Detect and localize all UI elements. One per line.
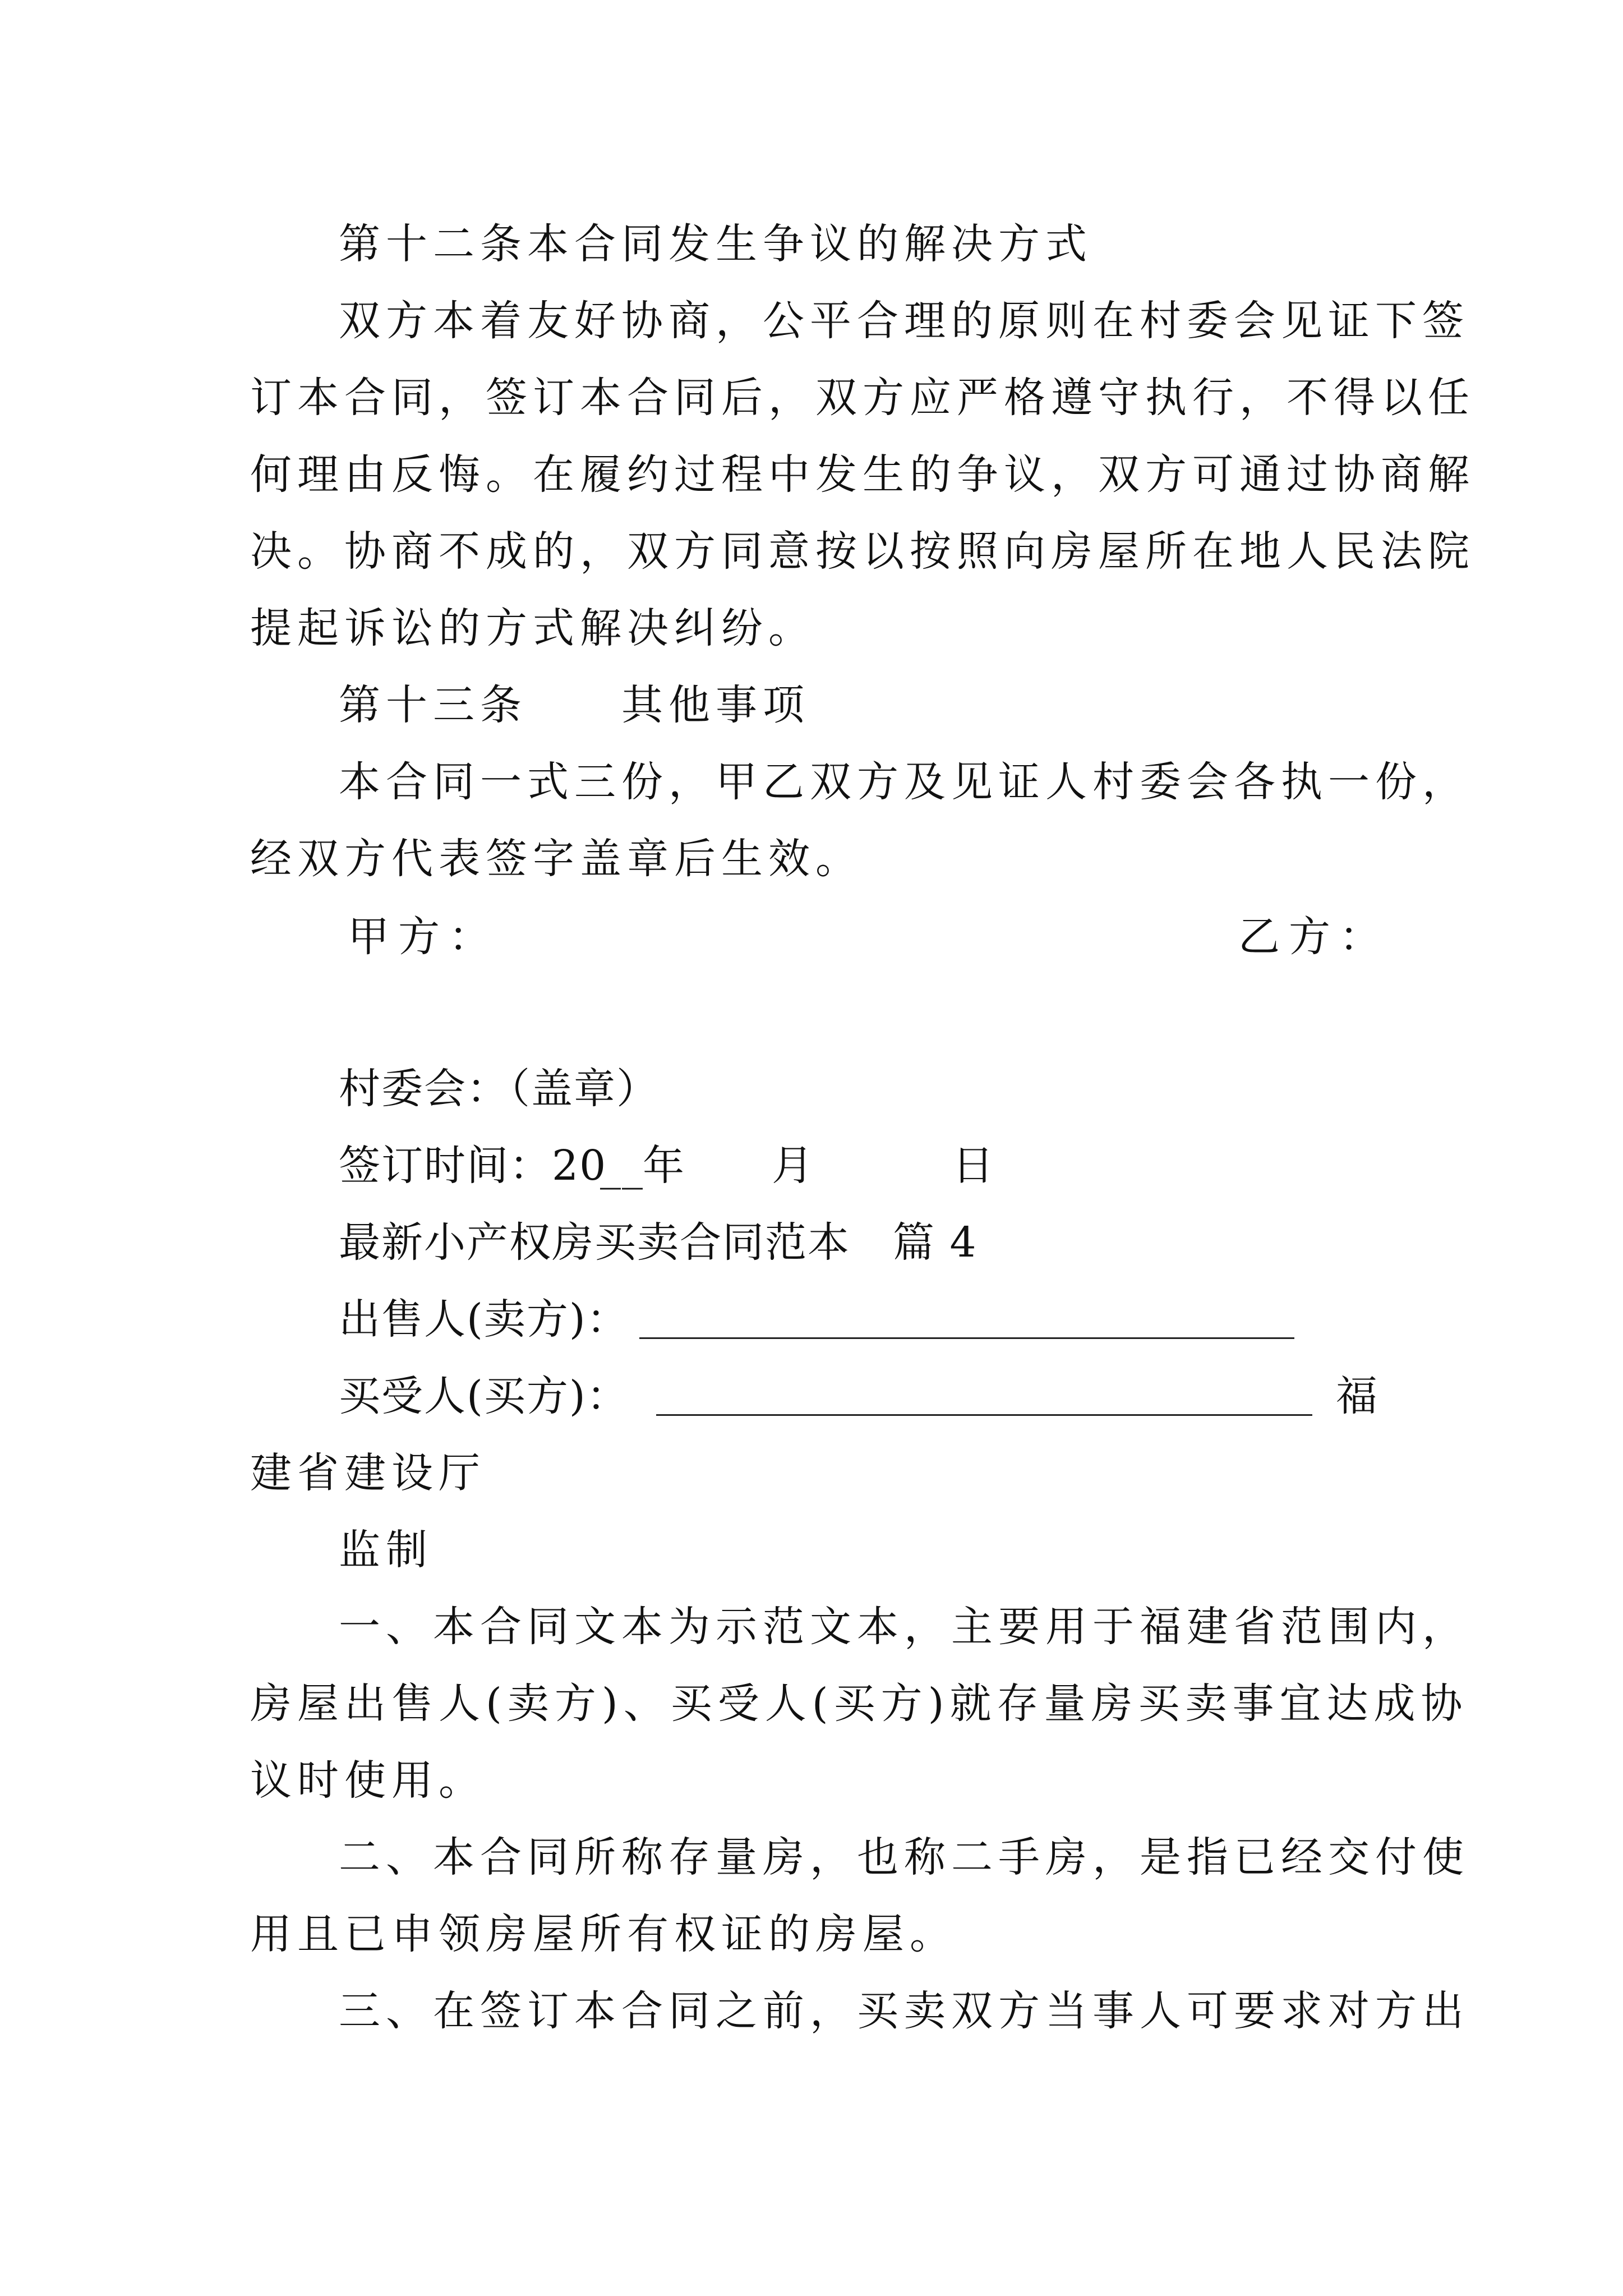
- signing-date-label: 签订时间：20: [339, 1142, 607, 1190]
- village-committee-seal: 村委会：（盖章）: [339, 1065, 659, 1113]
- article-12-line-1: 双方本着友好协商，公平合理的原则在村委会见证下签: [339, 297, 1469, 345]
- article-12-line-2: 订本合同，签订本合同后，双方应严格遵守执行，不得以任: [250, 374, 1475, 422]
- signing-date-year-blank: __: [600, 1142, 644, 1190]
- section-4-heading: 最新小产权房买卖合同范本 篇 4: [339, 1218, 978, 1267]
- buyer-line-tail: 福: [1336, 1372, 1383, 1420]
- buyer-label: 买受人(买方)：: [339, 1372, 629, 1420]
- signing-date-day: 日: [952, 1142, 999, 1190]
- note-2-line-1: 二、本合同所称存量房，也称二手房，是指已经交付使: [339, 1833, 1469, 1881]
- signing-date-year: 年: [643, 1142, 690, 1190]
- supervise-label: 监制: [339, 1526, 433, 1574]
- note-1-line-2: 房屋出售人(卖方)、买受人(买方)就存量房买卖事宜达成协: [250, 1680, 1468, 1728]
- article-13-title: 第十三条 其他事项: [339, 681, 810, 729]
- seller-label: 出售人(卖方)：: [339, 1295, 629, 1343]
- party-a-label: 甲方：: [348, 913, 499, 961]
- party-b-label: 乙方：: [1238, 913, 1390, 961]
- note-2-line-2: 用且已申领房屋所有权证的房屋。: [250, 1910, 957, 1958]
- article-12-line-4: 决。协商不成的，双方同意按以按照向房屋所在地人民法院: [250, 527, 1475, 576]
- article-12-title: 第十二条本合同发生争议的解决方式: [339, 220, 1092, 268]
- signing-date-month: 月: [772, 1142, 819, 1190]
- article-13-line-1: 本合同一式三份，甲乙双方及见证人村委会各执一份，: [339, 758, 1469, 806]
- article-12-line-5: 提起诉讼的方式解决纠纷。: [250, 604, 815, 652]
- seller-blank-line: [639, 1337, 1294, 1339]
- article-12-line-3: 何理由反悔。在履约过程中发生的争议，双方可通过协商解: [250, 450, 1475, 499]
- issuer-line: 建省建设厅: [250, 1449, 486, 1497]
- article-13-line-2: 经双方代表签字盖章后生效。: [250, 835, 863, 883]
- note-1-line-3: 议时使用。: [250, 1756, 486, 1805]
- note-3-line-1: 三、在签订本合同之前，买卖双方当事人可要求对方出: [339, 1987, 1469, 2035]
- buyer-blank-line: [656, 1414, 1312, 1416]
- note-1-line-1: 一、本合同文本为示范文本，主要用于福建省范围内，: [339, 1603, 1469, 1651]
